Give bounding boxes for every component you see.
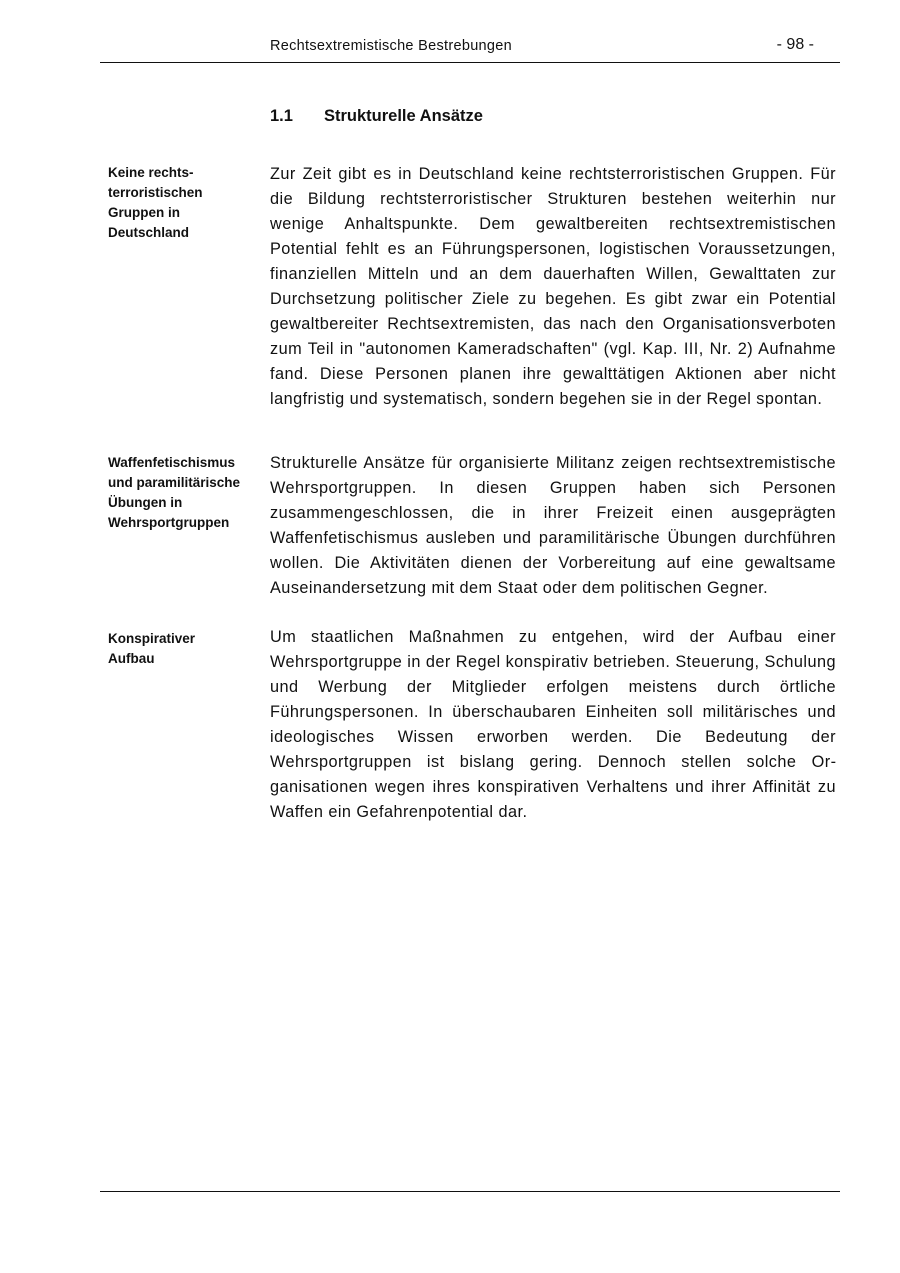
page-number: - 98 - bbox=[776, 36, 814, 53]
margin-note: Keine rechts- terroristischen Gruppen in Deutschland bbox=[108, 165, 203, 240]
page-header bbox=[100, 36, 840, 63]
body-paragraph: Um staatlichen Maßnahmen zu entgehen, wird der Aufbau einer Wehrsportgruppe in der Regel konspirativ betrieben. Steuerung, Schulung und Werbung der Mitglieder erfolgen meistens durch örtliche Führungspersonen. In überschaubaren Einheiten soll militärisches und ideologisches Wissen erworben werden. Die Bedeutung der Wehrsportgruppen ist bislang gering. Dennoch stellen solche Organisationen wegen ihres konspirativen Verhaltens und ihrer Affinität zu Waffen ein Gefahrenpotential dar. bbox=[270, 628, 836, 821]
section-title: Strukturelle Ansätze bbox=[324, 107, 483, 125]
section-number: 1.1 bbox=[270, 107, 293, 125]
section-heading bbox=[270, 107, 483, 126]
running-title: Rechtsextremistische Bestrebungen bbox=[270, 38, 513, 54]
body-paragraph: Zur Zeit gibt es in Deutschland keine rechtsterroristischen Gruppen. Für die Bildung rechtsterroristischer Strukturen bestehen weiterhin nur wenige Anhaltspunkte. Dem gewaltbereiten rechtsextremistischen Potential fehlt es an Führungspersonen, logistischen Voraussetzungen, finanziellen Mitteln und an dem dauerhaften Willen, Gewalttaten zur Durchsetzung politischer Ziele zu begehen. Es gibt zwar ein Potential gewaltbereiter Rechtsextremisten, das nach den Organisationsverboten zum Teil in "autonomen Kameradschaften" (vgl. Kap. III, Nr. 2) Aufnahme fand. Diese Personen planen ihre gewalttätigen Aktionen aber nicht langfristig und systematisch, sondern begehen sie in der Regel spontan. bbox=[270, 165, 836, 408]
body-paragraph: Strukturelle Ansätze für organisierte Militanz zeigen rechtsextremistische Wehrsportgruppen. In diesen Gruppen haben sich Personen zusammengeschlossen, die in ihrer Freizeit einen ausgeprägten Waffenfetischismus ausleben und paramilitärische Übungen durchführen wollen. Die Aktivitäten dienen der Vorbereitung auf eine gewaltsame Auseinandersetzung mit dem Staat oder dem politischen Gegner. bbox=[270, 454, 836, 597]
footer-rule bbox=[100, 1191, 840, 1192]
margin-note: Waffenfetischismus und paramilitärische Übungen in Wehrsportgruppen bbox=[108, 455, 241, 530]
margin-note: Konspirativer Aufbau bbox=[108, 631, 196, 666]
